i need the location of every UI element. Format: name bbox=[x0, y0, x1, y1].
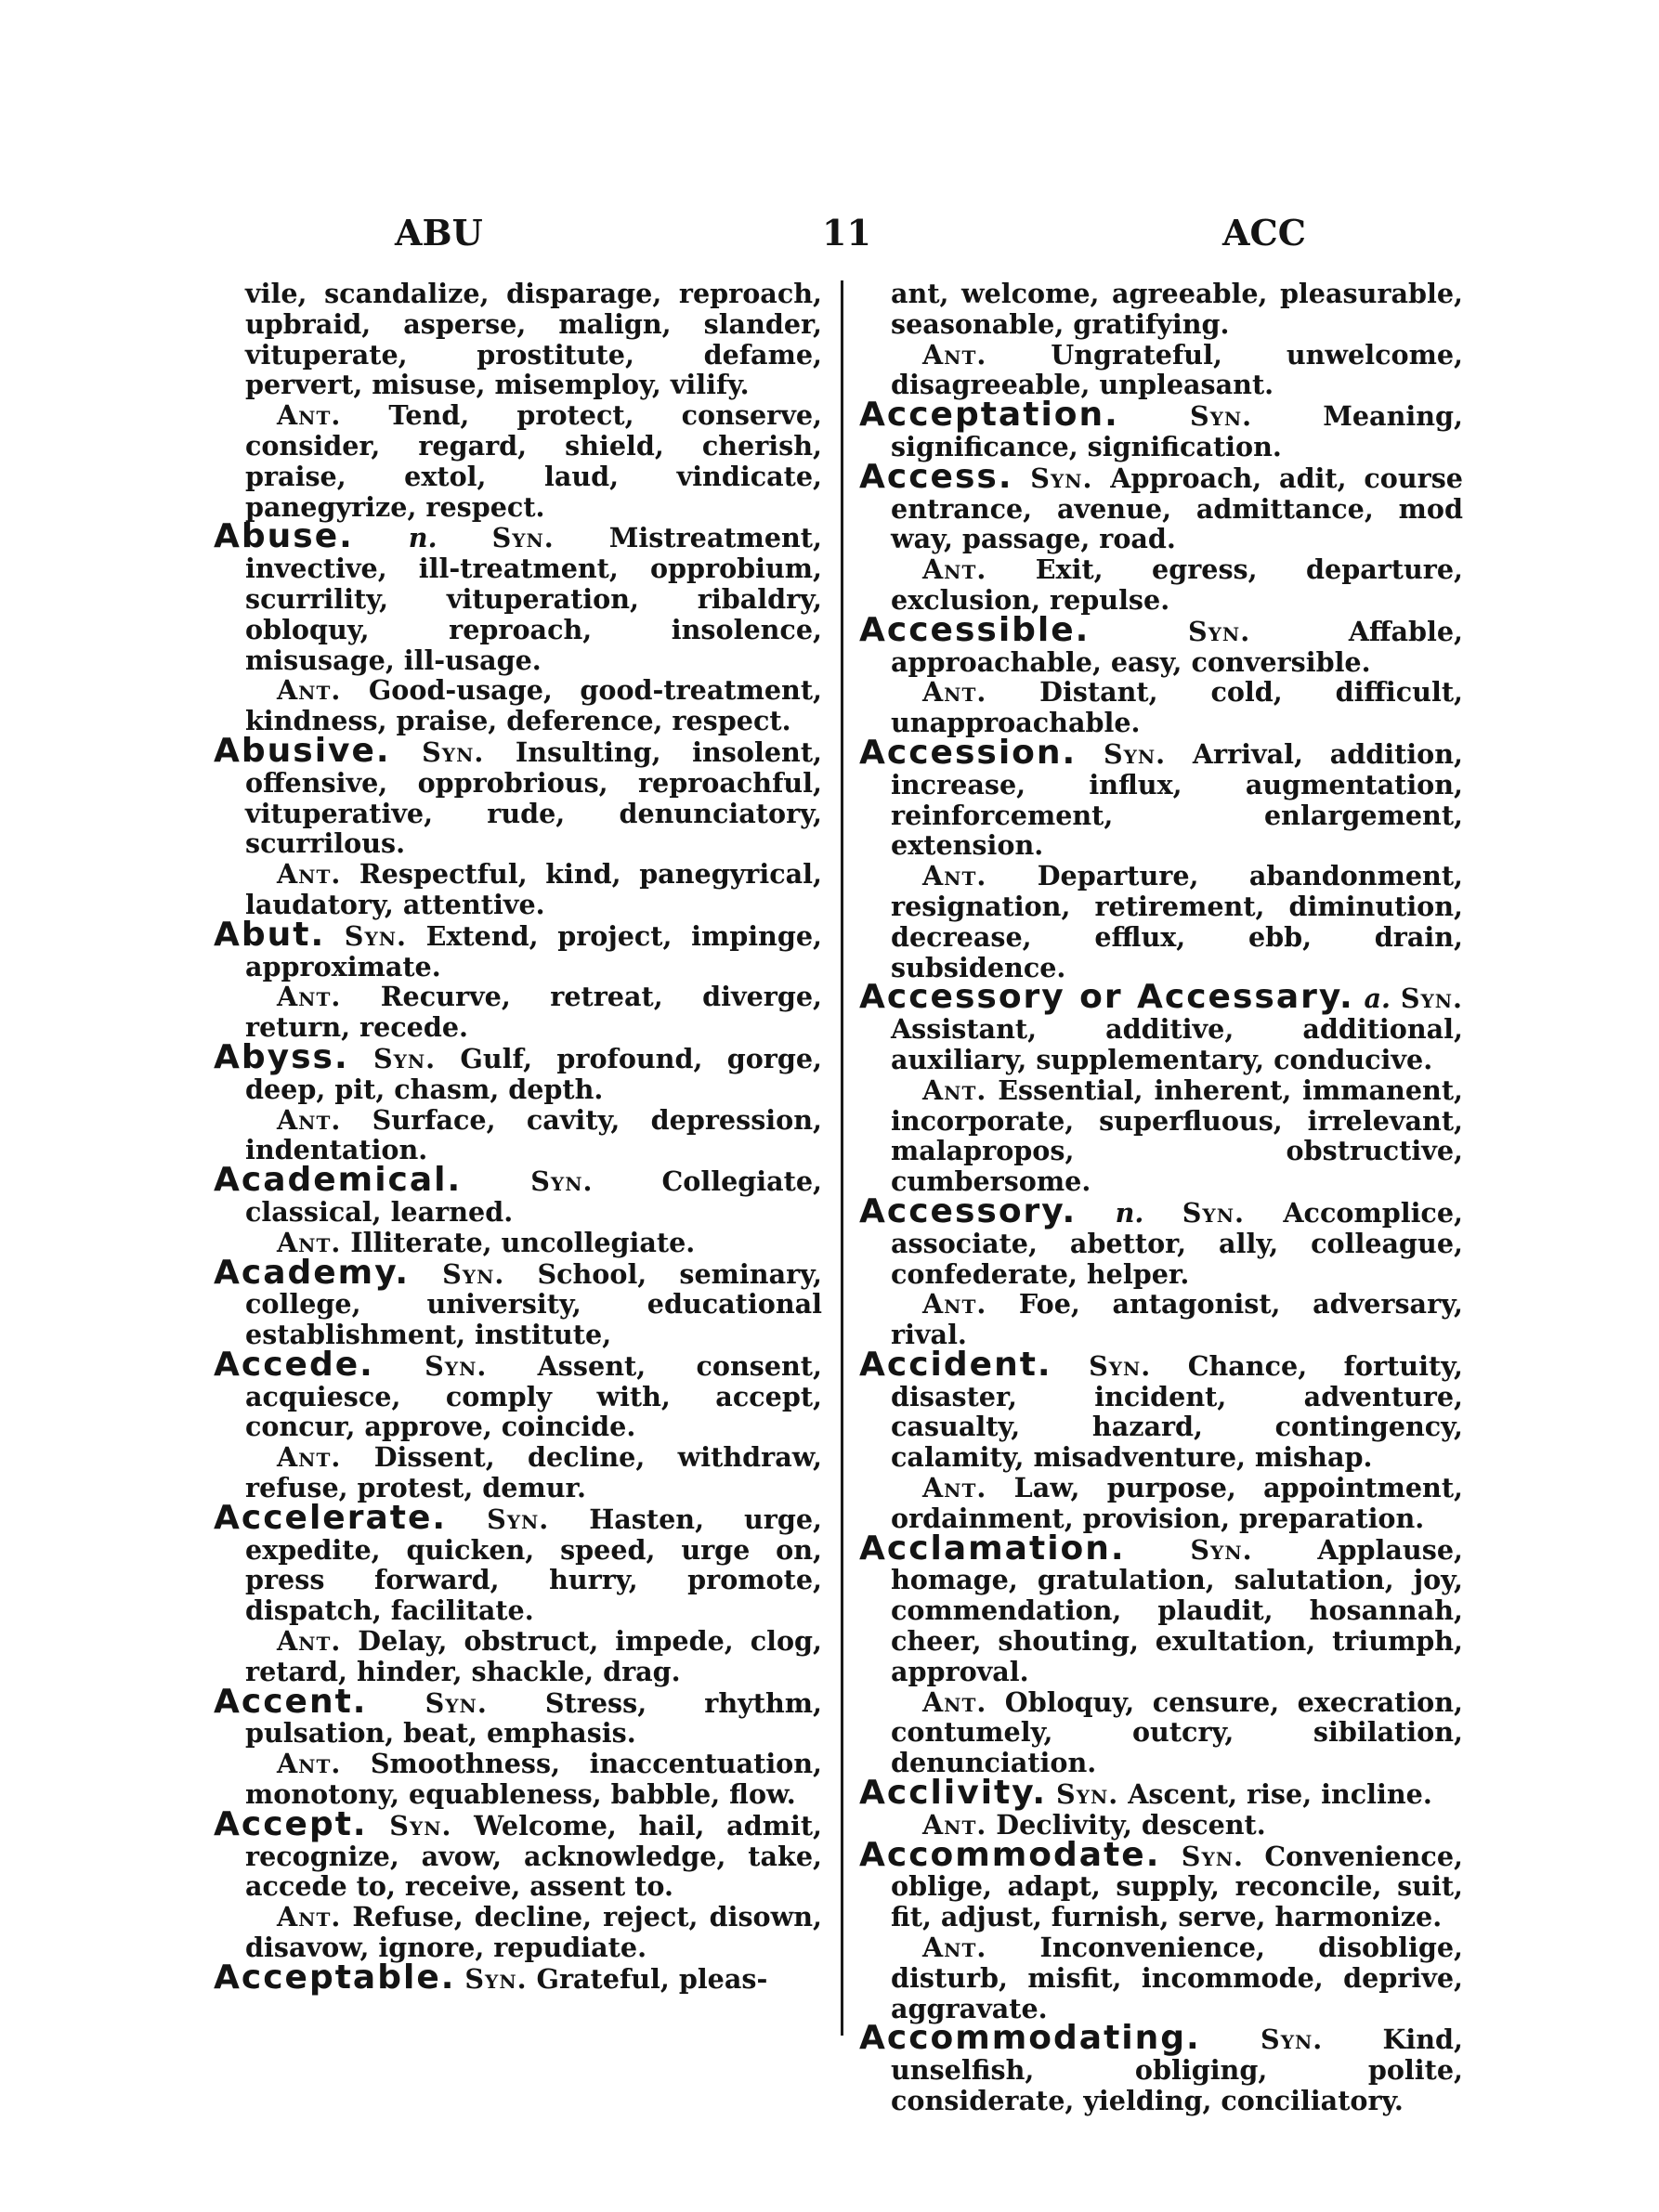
antonym-list: Dissent, decline, withdraw, refuse, protest, demur. bbox=[245, 1441, 822, 1504]
dictionary-entry bbox=[214, 1682, 822, 1750]
dictionary-entry bbox=[859, 1529, 1463, 1687]
continued-text: ant, welcome, agreeable, pleasurable, seasonable, gratifying. bbox=[891, 278, 1463, 340]
part-of-speech: n. bbox=[408, 522, 438, 554]
headword: Abuse. bbox=[214, 517, 354, 556]
synonym-list: Assent, consent, acquiesce, comply with, accept, concur, approve, coincide. bbox=[245, 1349, 822, 1443]
page-number: 11 bbox=[822, 212, 871, 254]
antonym-list: Departure, abandonment, resignation, retirement, diminution, decrease, efflux, ebb, drain, subsidence. bbox=[891, 860, 1463, 983]
antonym-list: Surface, cavity, depression, indentation. bbox=[245, 1103, 822, 1166]
synonym-list: Stress, rhythm, pulsation, beat, emphasis. bbox=[245, 1686, 822, 1750]
synonym-label: Syn. bbox=[530, 1165, 594, 1198]
antonym-list: Exit, egress, departure, exclusion, repulse. bbox=[891, 553, 1463, 616]
synonym-label: Syn. bbox=[1030, 462, 1093, 494]
dictionary-ant bbox=[214, 1749, 822, 1810]
antonym-label: Ant. bbox=[922, 1472, 987, 1504]
dictionary-entry bbox=[859, 396, 1463, 462]
synonym-list: Ascent, rise, incline. bbox=[1128, 1778, 1432, 1811]
antonym-label: Ant. bbox=[277, 858, 342, 891]
headword: Academical. bbox=[214, 1161, 463, 1200]
antonym-label: Ant. bbox=[922, 1808, 987, 1841]
synonym-label: Syn. bbox=[1181, 1840, 1244, 1872]
antonym-list: Inconvenience, disoblige, disturb, misfit, incommode, deprive, aggravate. bbox=[891, 1932, 1463, 2024]
synonym-label: Syn. bbox=[389, 1809, 452, 1841]
dictionary-ant bbox=[859, 1289, 1463, 1350]
antonym-label: Ant. bbox=[277, 981, 342, 1013]
antonym-label: Ant. bbox=[277, 674, 342, 707]
antonym-list: Ungrateful, unwelcome, disagreeable, unpleasant. bbox=[891, 338, 1463, 401]
antonym-list: Respectful, kind, panegyrical, laudatory, attentive. bbox=[245, 858, 822, 920]
dictionary-entry bbox=[859, 978, 1463, 1075]
synonym-label: Syn. bbox=[1400, 982, 1463, 1015]
part-of-speech: n. bbox=[1115, 1196, 1144, 1229]
dictionary-entry bbox=[859, 1345, 1463, 1474]
dictionary-ant bbox=[859, 861, 1463, 982]
headword: Acclamation. bbox=[859, 1529, 1126, 1568]
continued-text: vile, scandalize, disparage, reproach, upbraid, asperse, malign, slander, vituperate, prostitute, defame, pervert, misuse, misemploy, vilify. bbox=[245, 278, 822, 401]
synonym-label: Syn. bbox=[1089, 1349, 1152, 1382]
synonym-list: Accomplice, associate, abettor, ally, colleague, confederate, helper. bbox=[891, 1196, 1463, 1290]
dictionary-ant bbox=[859, 677, 1463, 738]
headword: Accommodate. bbox=[859, 1835, 1161, 1874]
dictionary-entry bbox=[859, 733, 1463, 862]
right-column bbox=[859, 279, 1463, 2116]
headword: Accelerate. bbox=[214, 1498, 448, 1537]
headword: Abusive. bbox=[214, 731, 391, 770]
dictionary-ant bbox=[859, 1687, 1463, 1778]
synonym-list: Gulf, profound, gorge, deep, pit, chasm, depth. bbox=[245, 1042, 822, 1105]
antonym-label: Ant. bbox=[922, 1288, 987, 1321]
antonym-list: Distant, cold, difficult, unapproachable. bbox=[891, 676, 1463, 739]
headword: Acceptation. bbox=[859, 396, 1119, 435]
synonym-label: Syn. bbox=[425, 1349, 488, 1382]
synonym-list: Assistant, additive, additional, auxiliary, supplementary, conducive. bbox=[891, 1013, 1463, 1075]
antonym-label: Ant. bbox=[922, 1932, 987, 1964]
synonym-list: Hasten, urge, expedite, quicken, speed, urge on, press forward, hurry, promote, dispatch, facilitate. bbox=[245, 1503, 822, 1627]
synonym-label: Syn. bbox=[422, 735, 485, 768]
antonym-label: Ant. bbox=[922, 553, 987, 586]
headword: Accession. bbox=[859, 733, 1078, 772]
antonym-list: Tend, protect, conserve, consider, regard, shield, cherish, praise, extol, laud, vindicate, panegyrize, respect. bbox=[245, 399, 822, 523]
synonym-list: Convenience, oblige, adapt, supply, reconcile, suit, fit, adjust, furnish, serve, harmonize. bbox=[891, 1840, 1463, 1933]
dictionary-entry bbox=[859, 1835, 1463, 1933]
running-header bbox=[0, 212, 1659, 258]
dictionary-cont bbox=[859, 279, 1463, 340]
dictionary-entry bbox=[214, 915, 822, 982]
dictionary-entry bbox=[214, 1161, 822, 1228]
column-divider bbox=[841, 280, 843, 2036]
dictionary-ant bbox=[859, 1932, 1463, 2023]
synonym-label: Syn. bbox=[425, 1686, 488, 1719]
synonym-list: Affable, approachable, easy, conversible. bbox=[891, 615, 1463, 678]
synonym-list: Chance, fortuity, disaster, incident, adventure, casualty, hazard, contingency, calamity, misadventure, mishap. bbox=[891, 1349, 1463, 1474]
dictionary-entry bbox=[859, 1774, 1463, 1813]
dictionary-ant bbox=[214, 675, 822, 736]
dictionary-ant bbox=[859, 1075, 1463, 1197]
dictionary-entry bbox=[214, 1958, 822, 1997]
synonym-list: Applause, homage, gratulation, salutation, joy, commendation, plaudit, hosannah, cheer, shouting, exultation, triumph, approval. bbox=[891, 1533, 1463, 1687]
antonym-list: Good-usage, good-treatment, kindness, praise, deference, respect. bbox=[245, 674, 822, 737]
antonym-list: Smoothness, inaccentuation, monotony, equableness, babble, flow. bbox=[245, 1748, 822, 1811]
synonym-list: Grateful, pleas- bbox=[536, 1962, 768, 1995]
synonym-list: Insulting, insolent, offensive, opprobrious, reproachful, vituperative, rude, denunciatory, scurrilous. bbox=[245, 735, 822, 860]
dictionary-entry bbox=[214, 1804, 822, 1903]
synonym-list: Arrival, addition, increase, influx, augmentation, reinforcement, enlargement, extension. bbox=[891, 737, 1463, 862]
antonym-label: Ant. bbox=[922, 1073, 987, 1106]
headword: Accommodating. bbox=[859, 2019, 1201, 2058]
antonym-list: Foe, antagonist, adversary, rival. bbox=[891, 1288, 1463, 1351]
headword: Abyss. bbox=[214, 1037, 349, 1076]
headword: Acclivity. bbox=[859, 1774, 1048, 1813]
antonym-list: Recurve, retreat, diverge, return, recede. bbox=[245, 981, 822, 1044]
headword: Accept. bbox=[214, 1804, 368, 1843]
headword: Access. bbox=[859, 457, 1013, 496]
dictionary-entry bbox=[214, 1345, 822, 1443]
dictionary-entry bbox=[214, 731, 822, 860]
dictionary-entry bbox=[214, 1253, 822, 1351]
headword: Accessory or Accessary. bbox=[859, 978, 1354, 1017]
dictionary-ant bbox=[214, 1626, 822, 1687]
synonym-label: Syn. bbox=[1182, 1196, 1245, 1229]
synonym-list: Mistreatment, invective, ill-treatment, opprobium, scurrility, vituperation, ribaldry, obloquy, reproach, insolence, misusage, ill-usage. bbox=[245, 522, 822, 676]
antonym-label: Ant. bbox=[922, 1685, 987, 1718]
headword: Abut. bbox=[214, 915, 326, 954]
headword: Accident. bbox=[859, 1345, 1052, 1384]
dictionary-entry bbox=[859, 1191, 1463, 1290]
dictionary-ant bbox=[214, 1442, 822, 1503]
synonym-label: Syn. bbox=[372, 1042, 437, 1074]
synonym-label: Syn. bbox=[1056, 1778, 1119, 1811]
dictionary-entry bbox=[859, 457, 1463, 555]
dictionary-ant bbox=[214, 1902, 822, 1963]
header-last-word: ACC bbox=[1222, 212, 1306, 254]
synonym-label: Syn. bbox=[1261, 2023, 1324, 2056]
synonym-list: Collegiate, classical, learned. bbox=[245, 1165, 822, 1228]
synonym-list: Meaning, significance, signification. bbox=[891, 400, 1463, 462]
synonym-label: Syn. bbox=[487, 1503, 550, 1535]
synonym-label: Syn. bbox=[344, 919, 407, 952]
antonym-label: Ant. bbox=[277, 1625, 342, 1658]
synonym-list: Welcome, hail, admit, recognize, avow, acknowledge, take, accede to, receive, assent to. bbox=[245, 1809, 822, 1903]
headword: Accessory. bbox=[859, 1191, 1078, 1230]
synonym-label: Syn. bbox=[1103, 737, 1167, 770]
dictionary-ant bbox=[214, 1105, 822, 1166]
dictionary-entry bbox=[214, 1498, 822, 1627]
dictionary-ant bbox=[214, 400, 822, 522]
synonym-label: Syn. bbox=[464, 1962, 528, 1995]
antonym-label: Ant. bbox=[277, 1748, 342, 1780]
antonym-list: Essential, inherent, immanent, incorporate, superfluous, irrelevant, malapropos, obstructive, cumbersome. bbox=[891, 1073, 1463, 1198]
antonym-label: Ant. bbox=[277, 1103, 342, 1136]
dictionary-ant bbox=[214, 859, 822, 920]
antonym-label: Ant. bbox=[277, 1226, 342, 1258]
dictionary-entry bbox=[214, 517, 822, 676]
left-column bbox=[214, 279, 822, 1995]
dictionary-ant bbox=[859, 340, 1463, 401]
antonym-list: Illiterate, uncollegiate. bbox=[350, 1226, 696, 1258]
antonym-list: Declivity, descent. bbox=[996, 1808, 1266, 1841]
part-of-speech: a. bbox=[1364, 982, 1391, 1015]
dictionary-entry bbox=[859, 2019, 1463, 2117]
antonym-list: Refuse, decline, reject, disown, disavow, ignore, repudiate. bbox=[245, 1901, 822, 1964]
header-first-word: ABU bbox=[395, 212, 483, 254]
antonym-label: Ant. bbox=[922, 676, 987, 709]
synonym-list: Kind, unselfish, obliging, polite, considerate, yielding, conciliatory. bbox=[891, 2023, 1463, 2117]
antonym-list: Delay, obstruct, impede, clog, retard, hinder, shackle, drag. bbox=[245, 1625, 822, 1687]
headword: Academy. bbox=[214, 1253, 411, 1292]
synonym-list: School, seminary, college, university, educational establishment, institute, bbox=[245, 1257, 822, 1351]
synonym-label: Syn. bbox=[491, 522, 555, 554]
antonym-label: Ant. bbox=[277, 1901, 342, 1933]
synonym-list: Approach, adit, course entrance, avenue, admittance, mod way, passage, road. bbox=[891, 462, 1463, 555]
synonym-label: Syn. bbox=[1188, 615, 1251, 647]
synonym-label: Syn. bbox=[442, 1257, 505, 1290]
antonym-label: Ant. bbox=[922, 860, 987, 892]
antonym-list: Obloquy, censure, execration, contumely, outcry, sibilation, denunciation. bbox=[891, 1685, 1463, 1779]
synonym-label: Syn. bbox=[1190, 1533, 1253, 1566]
synonym-list: Extend, project, impinge, approximate. bbox=[245, 919, 822, 982]
headword: Accent. bbox=[214, 1682, 368, 1721]
headword: Accede. bbox=[214, 1345, 374, 1384]
dictionary-entry bbox=[859, 610, 1463, 678]
dictionary-entry bbox=[214, 1037, 822, 1105]
dictionary-cont bbox=[214, 279, 822, 400]
headword: Acceptable. bbox=[214, 1958, 456, 1997]
antonym-label: Ant. bbox=[277, 399, 342, 432]
headword: Accessible. bbox=[859, 610, 1091, 649]
synonym-label: Syn. bbox=[1189, 400, 1253, 433]
antonym-list: Law, purpose, appointment, ordainment, provision, preparation. bbox=[891, 1472, 1463, 1534]
antonym-label: Ant. bbox=[277, 1441, 342, 1474]
dictionary-ant bbox=[859, 554, 1463, 616]
antonym-label: Ant. bbox=[922, 338, 987, 371]
dictionary-ant bbox=[214, 982, 822, 1043]
dictionary-ant bbox=[859, 1473, 1463, 1534]
